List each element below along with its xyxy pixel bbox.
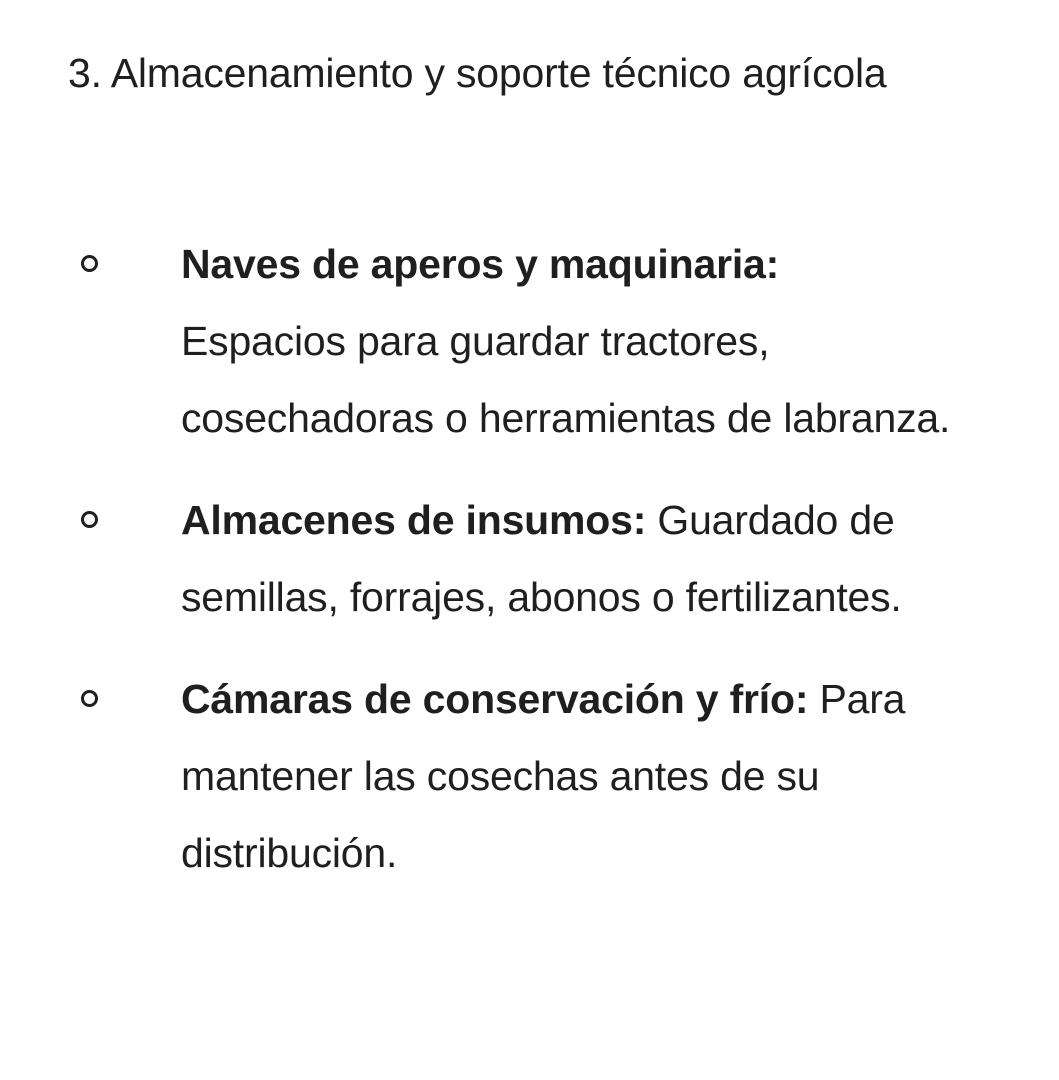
item-description: Espacios para guardar tractores, cosechadoras o herramientas de labranza. xyxy=(181,318,951,441)
hollow-circle-bullet-icon xyxy=(81,690,98,707)
hollow-circle-bullet-icon xyxy=(81,511,98,528)
bullet-list xyxy=(68,226,1008,892)
list-item xyxy=(68,482,1008,636)
item-term: Almacenes de insumos: xyxy=(181,497,647,543)
item-term: Naves de aperos y maquinaria: xyxy=(181,241,780,287)
item-description: Para mantener las cosechas antes de su distribución. xyxy=(181,676,906,876)
list-item xyxy=(68,226,1008,457)
item-term: Cámaras de conservación y frío: xyxy=(181,676,809,722)
document-content xyxy=(68,40,1008,876)
list-item xyxy=(68,661,1008,892)
section-heading: 3. Almacenamiento y soporte técnico agrícola xyxy=(68,50,887,96)
hollow-circle-bullet-icon xyxy=(81,255,98,272)
item-description: Guardado de semillas, forrajes, abonos o fertilizantes. xyxy=(181,497,902,620)
